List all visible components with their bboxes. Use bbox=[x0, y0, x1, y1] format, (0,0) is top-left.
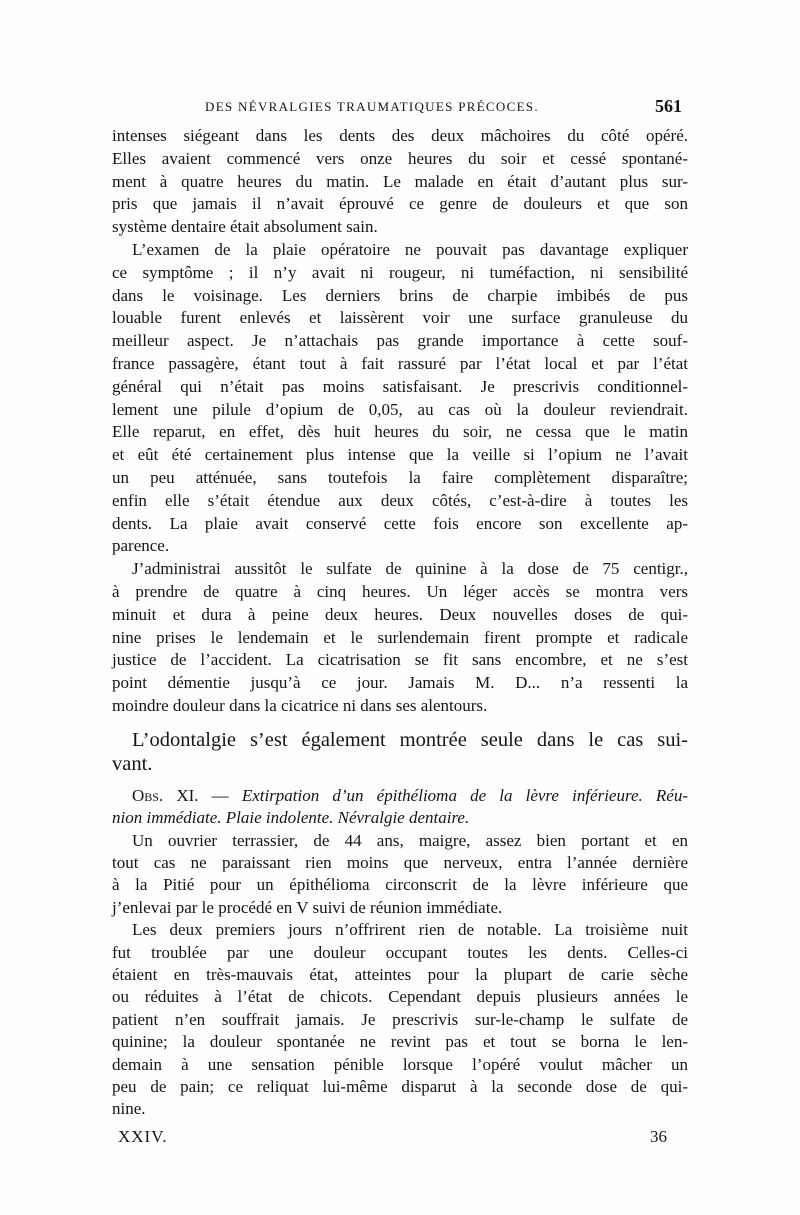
observation-label: Obs. XI. — bbox=[132, 785, 229, 805]
observation-title: nion immédiate. Plaie indolente. Névralgie dentaire. bbox=[112, 808, 470, 828]
text-line: peu de pain; ce reliquat lui-même disparut à la seconde dose de qui- bbox=[112, 1077, 688, 1096]
running-head bbox=[112, 96, 688, 118]
observation-body bbox=[112, 830, 688, 1121]
text-line: dans le voisinage. Les derniers brins de charpie imbibés de pus bbox=[112, 285, 688, 305]
text-line: L’examen de la plaie opératoire ne pouvait pas davantage expliquer bbox=[132, 239, 688, 259]
text-line: et eût été certainement plus intense que la veille si l’opium ne l’avait bbox=[112, 445, 688, 465]
text-line: pris que jamais il n’avait éprouvé ce genre de douleurs et que son bbox=[112, 194, 688, 214]
observation-title: Extirpation d’un épithélioma de la lèvre inférieure. Réu- bbox=[241, 785, 688, 805]
text-line: enfin elle s’était étendue aux deux côtés, c’est-à-dire à toutes les bbox=[112, 490, 688, 510]
text-line: Elle reparut, en effet, dès huit heures du soir, ne cessa que le matin bbox=[112, 422, 688, 442]
text-line: minuit et dura à peine deux heures. Deux nouvelles doses de qui- bbox=[112, 604, 688, 624]
page-number: 561 bbox=[655, 96, 682, 116]
text-line: étaient en très-mauvais état, atteintes pour la plupart de carie sèche bbox=[112, 964, 688, 984]
text-line: intenses siégeant dans les dents des deux mâchoires du côté opéré. bbox=[112, 126, 688, 145]
text-line: vant. bbox=[112, 752, 153, 775]
text-line: Les deux premiers jours n’offrirent rien de notable. La troisième nuit bbox=[132, 920, 688, 940]
text-line: france passagère, étant tout à fait rassuré par l’état local et par l’état bbox=[112, 353, 688, 373]
observation-xi bbox=[112, 785, 688, 1121]
text-line: meilleur aspect. Je n’attachais pas grande importance à cette souf- bbox=[112, 331, 688, 351]
observation-heading-line bbox=[112, 785, 688, 807]
text-line: demain à une sensation pénible lorsque l’opéré voulut mâcher un bbox=[112, 1054, 688, 1074]
text-line: justice de l’accident. La cicatrisation se fit sans encombre, et ne s’est bbox=[112, 650, 688, 670]
text-line: Un ouvrier terrassier, de 44 ans, maigre, assez bien portant et en bbox=[132, 830, 688, 850]
text-line: J’administrai aussitôt le sulfate de quinine à la dose de 75 centigr., bbox=[132, 559, 688, 579]
text-line: fut troublée par une douleur occupant toutes les dents. Celles-ci bbox=[112, 942, 688, 962]
text-line: un peu atténuée, sans toutefois la faire complètement disparaître; bbox=[112, 467, 688, 487]
text-line: nine prises le lendemain et le surlendemain firent prompte et radicale bbox=[112, 627, 688, 647]
paragraph bbox=[112, 125, 688, 239]
text-line: système dentaire était absolument sain. bbox=[112, 217, 378, 237]
text-line: j’enlevai par le procédé en V suivi de réunion immédiate. bbox=[112, 897, 503, 917]
text-line: dents. La plaie avait conservé cette fois encore son excellente ap- bbox=[112, 513, 688, 533]
paragraph bbox=[112, 919, 688, 1121]
text-line: nine. bbox=[112, 1099, 146, 1119]
transition-sentence bbox=[112, 728, 688, 776]
text-line: ou réduites à l’état de chicots. Cependant depuis plusieurs années le bbox=[112, 987, 688, 1007]
text-line: quinine; la douleur spontanée ne revint pas et tout se borna le len- bbox=[112, 1032, 688, 1052]
text-line: général qui n’était pas moins satisfaisant. Je prescrivis conditionnel- bbox=[112, 376, 688, 396]
text-line: à prendre de quatre à cinq heures. Un léger accès se montra vers bbox=[112, 581, 688, 601]
paragraph bbox=[112, 830, 688, 920]
text-line: L’odontalgie s’est également montrée seule dans le cas sui- bbox=[132, 728, 688, 751]
text-line: Elles avaient commencé vers onze heures du soir et cessé spontané- bbox=[112, 148, 688, 168]
signature-mark: XXIV. bbox=[118, 1127, 168, 1146]
text-block bbox=[112, 125, 688, 1121]
text-line: parence. bbox=[112, 536, 170, 556]
paragraph bbox=[112, 558, 688, 718]
main-text bbox=[112, 125, 688, 718]
text-line: ce symptôme ; il n’y avait ni rougeur, ni tuméfaction, ni sensibilité bbox=[112, 262, 688, 282]
observation-heading bbox=[112, 785, 688, 830]
page-footer bbox=[112, 1127, 688, 1151]
text-line: tout cas ne paraissant rien moins que nerveux, entra l’année dernière bbox=[112, 852, 688, 872]
text-line: point démentie jusqu’à ce jour. Jamais M. D... n’a ressenti la bbox=[112, 673, 688, 693]
sheet-number: 36 bbox=[650, 1127, 667, 1146]
text-line: ment à quatre heures du matin. Le malade en était d’autant plus sur- bbox=[112, 171, 688, 191]
running-title: DES NÉVRALGIES TRAUMATIQUES PRÉCOCES. bbox=[205, 99, 539, 114]
text-line: moindre douleur dans la cicatrice ni dans ses alentours. bbox=[112, 695, 488, 715]
text-line: patient n’en souffrait jamais. Je prescrivis sur-le-champ le sulfate de bbox=[112, 1009, 688, 1029]
text-line: louable furent enlevés et laissèrent voir une surface granuleuse du bbox=[112, 308, 688, 328]
text-line: lement une pilule d’opium de 0,05, au cas où la douleur reviendrait. bbox=[112, 399, 688, 419]
paragraph bbox=[112, 239, 688, 558]
observation-heading-line bbox=[112, 807, 688, 829]
text-line: à la Pitié pour un épithélioma circonscrit de la lèvre inférieure que bbox=[112, 875, 688, 895]
